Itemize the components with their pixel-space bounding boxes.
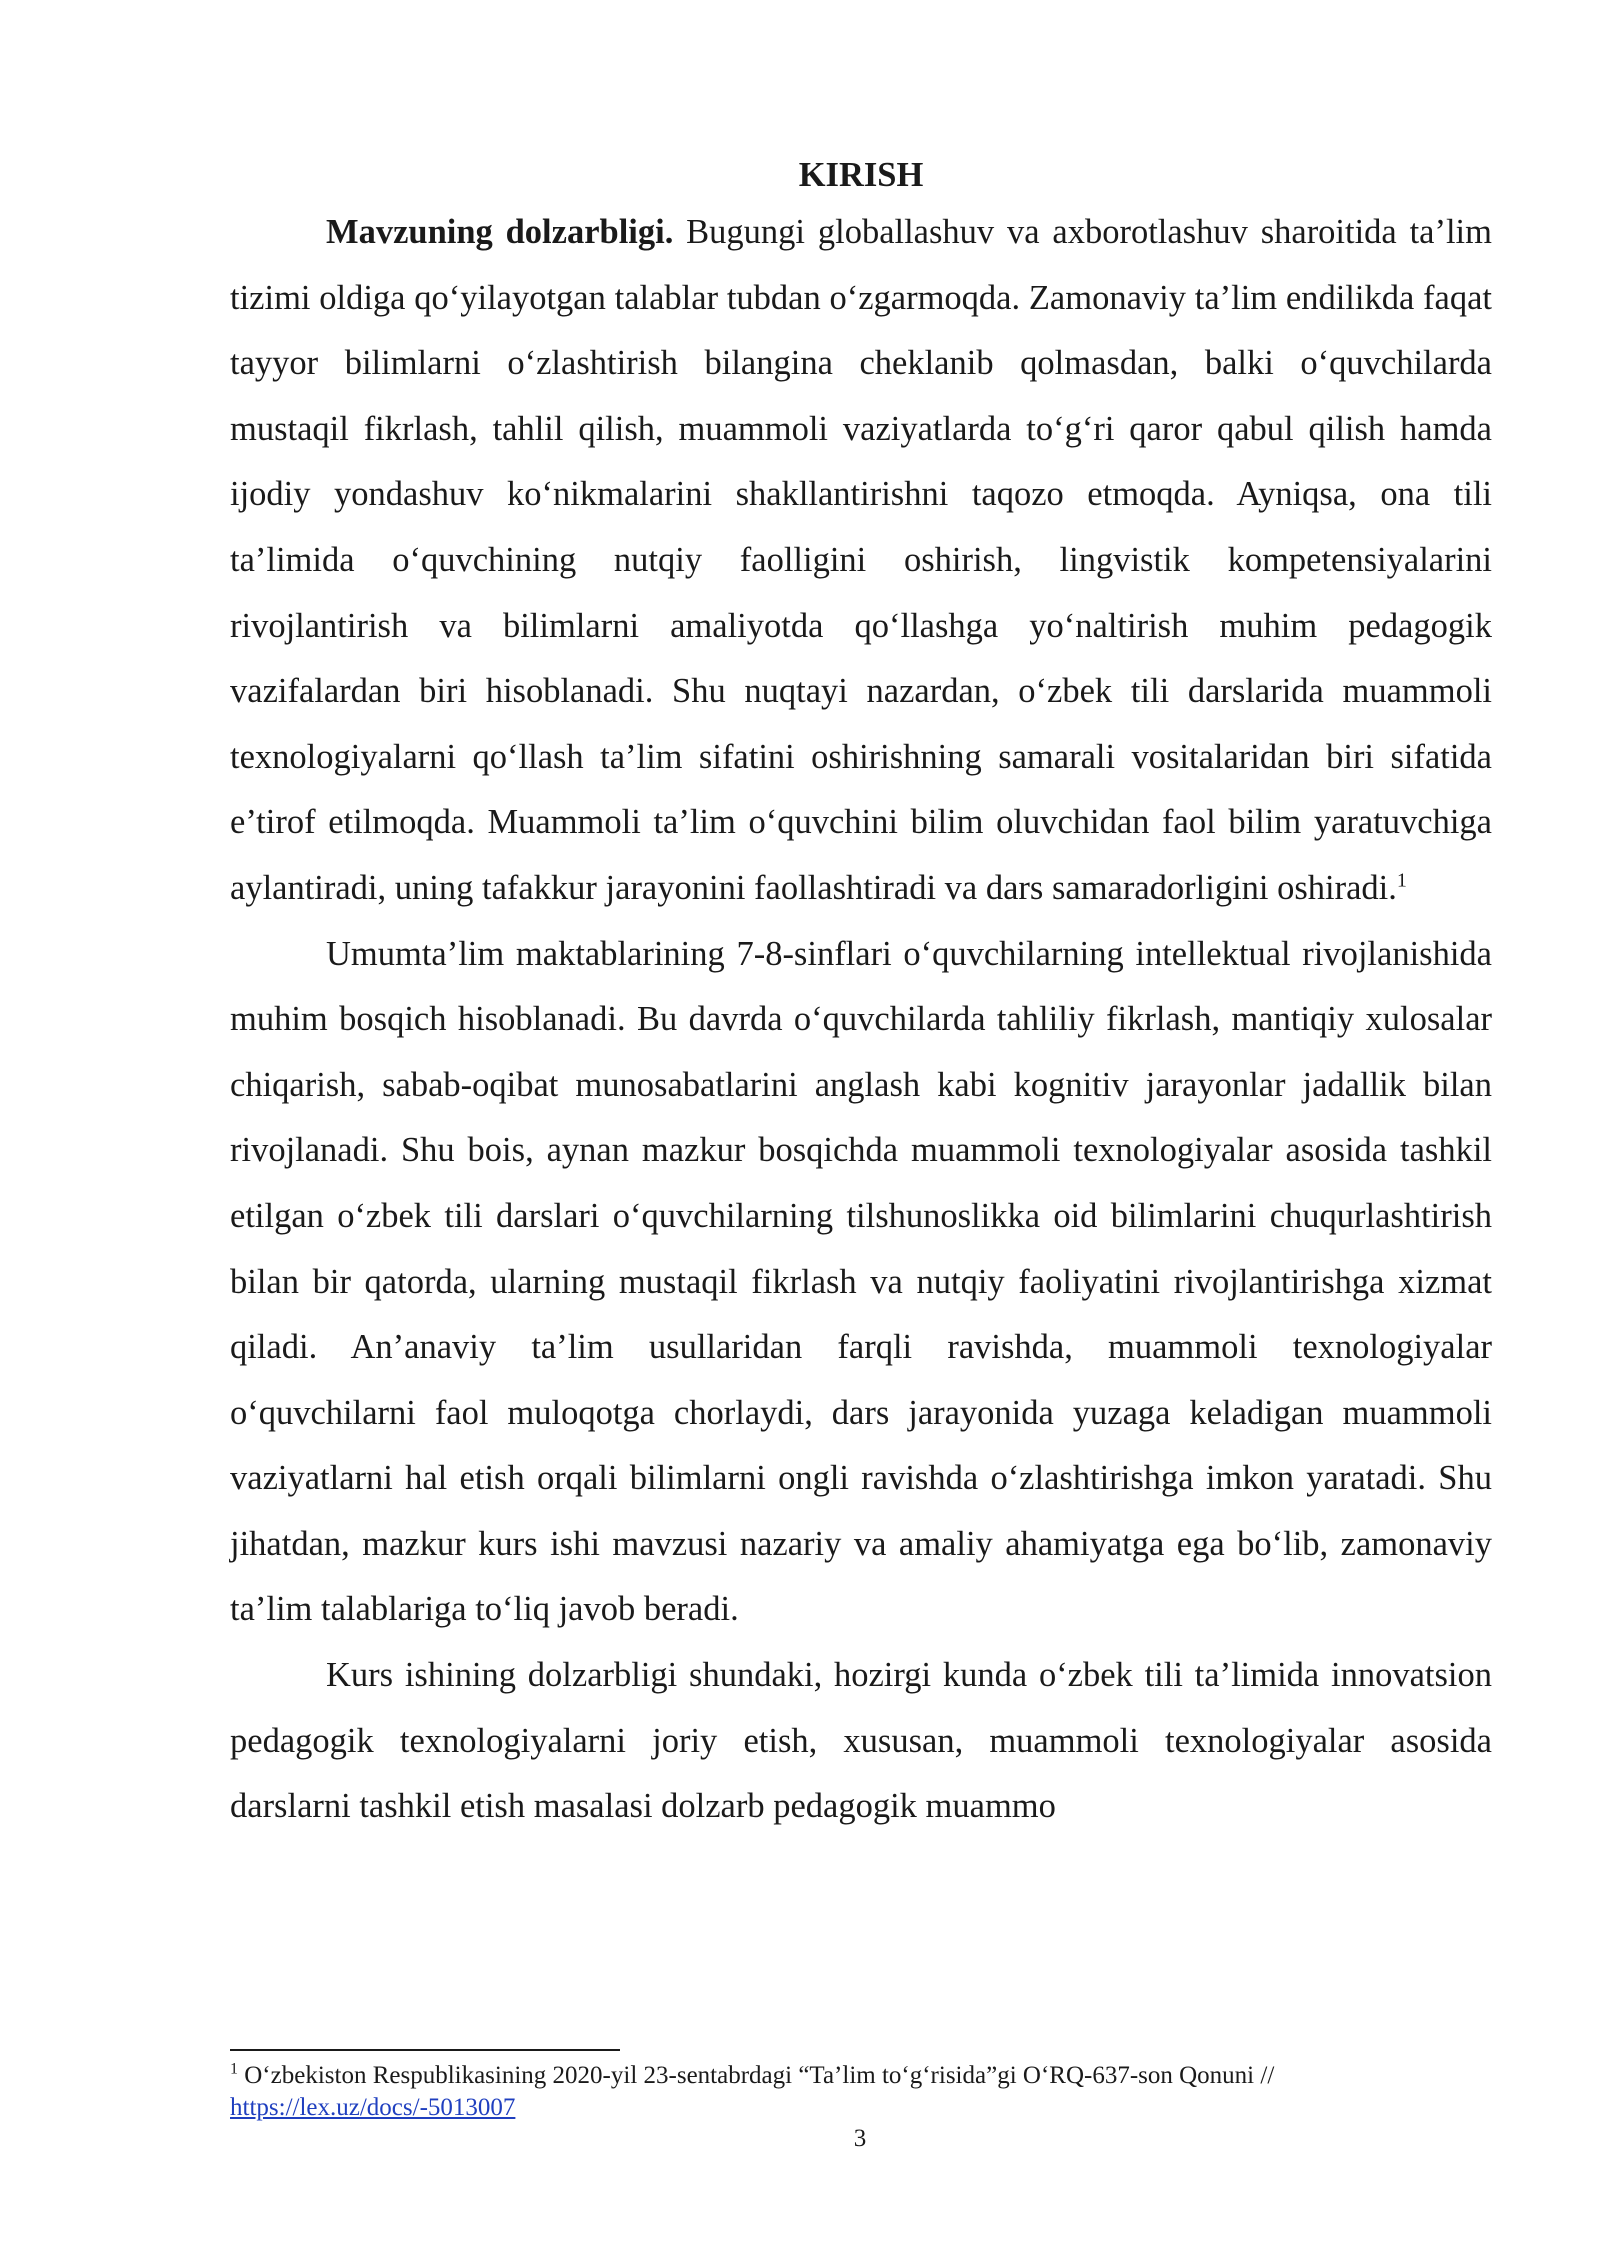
paragraph-lead: Mavzuning dolzarbligi.	[326, 213, 674, 251]
footnote-reference[interactable]: 1	[1396, 869, 1407, 892]
footnote-number: 1	[230, 2060, 238, 2078]
paragraph-1	[230, 200, 1492, 922]
section-title: KIRISH	[798, 156, 924, 194]
footnote-text: O‘zbekiston Respublikasining 2020-yil 23-sentabrdagi “Ta’lim to‘g‘risida”gi O‘RQ-637-son Qonuni //	[238, 2062, 1275, 2089]
paragraph-text: Kurs ishining dolzarbligi shundaki, hozirgi kunda o‘zbek tili ta’limida innovatsion pedagogik texnologiyalarni joriy etish, xususan, muammoli texnologiyalar asosida darslarni tashkil etish masalasi dolzarb pedagogik muammo	[230, 1656, 1492, 1826]
paragraph-2	[230, 922, 1492, 1644]
page-number: 3	[853, 2125, 867, 2152]
footnote	[230, 2060, 1492, 2124]
footnote-link[interactable]: https://lex.uz/docs/-5013007	[230, 2094, 516, 2121]
paragraph-text: Umumta’lim maktablarining 7-8-sinflari o‘quvchilarning intellektual rivojlanishida muhim bosqich hisoblanadi. Bu davrda o‘quvchilarda tahliliy fikrlash, mantiqiy xulosalar chiqarish, sabab-oqibat munosabatlarini anglash kabi kognitiv jarayonlar jadallik bilan rivojlanadi. Shu bois, aynan mazkur bosqichda muammoli texnologiyalar asosida tashkil etilgan o‘zbek tili darslari o‘quvchilarning tilshunoslikka oid bilimlarini chuqurlashtirish bilan bir qatorda, ularning mustaqil fikrlash va nutqiy faoliyatini rivojlantirishga xizmat qiladi. An’anaviy ta’lim usullaridan farqli ravishda, muammoli texnologiyalar o‘quvchilarni faol muloqotga chorlaydi, dars jarayonida yuzaga keladigan muammoli vaziyatlarni hal etish orqali bilimlarni ongli ravishda o‘zlashtirishga imkon yaratadi. Shu jihatdan, mazkur kurs ishi mavzusi nazariy va amaliy ahamiyatga ega bo‘lib, zamonaviy ta’lim talablariga to‘liq javob beradi.	[230, 934, 1492, 1629]
paragraph-text: Bugungi globallashuv va axborotlashuv sharoitida ta’lim tizimi oldiga qo‘yilayotgan talablar tubdan o‘zgarmoqda. Zamonaviy ta’lim endilikda faqat tayyor bilimlarni o‘zlashtirish bilangina cheklanib qolmasdan, balki o‘quvchilarda mustaqil fikrlash, tahlil qilish, muammoli vaziyatlarda to‘g‘ri qaror qabul qilish hamda ijodiy yondashuv ko‘nikmalarini shakllantirishni taqozo etmoqda. Ayniqsa, ona tili ta’limida o‘quvchining nutqiy faolligini oshirish, lingvistik kompetensiyalarini rivojlantirish va bilimlarni amaliyotda qo‘llashga yo‘naltirish muhim pedagogik vazifalardan biri hisoblanadi. Shu nuqtayi nazardan, o‘zbek tili darslarida muammoli texnologiyalarni qo‘llash ta’lim sifatini oshirishning samarali vositalaridan biri sifatida e’tirof etilmoqda. Muammoli ta’lim o‘quvchini bilim oluvchidan faol bilim yaratuvchiga aylantiradi, uning tafakkur jarayonini faollashtiradi va dars samaradorligini oshiradi.	[230, 213, 1492, 907]
main-text	[230, 150, 1492, 1840]
paragraph-3	[230, 1643, 1492, 1840]
footnote-separator	[230, 2049, 620, 2051]
